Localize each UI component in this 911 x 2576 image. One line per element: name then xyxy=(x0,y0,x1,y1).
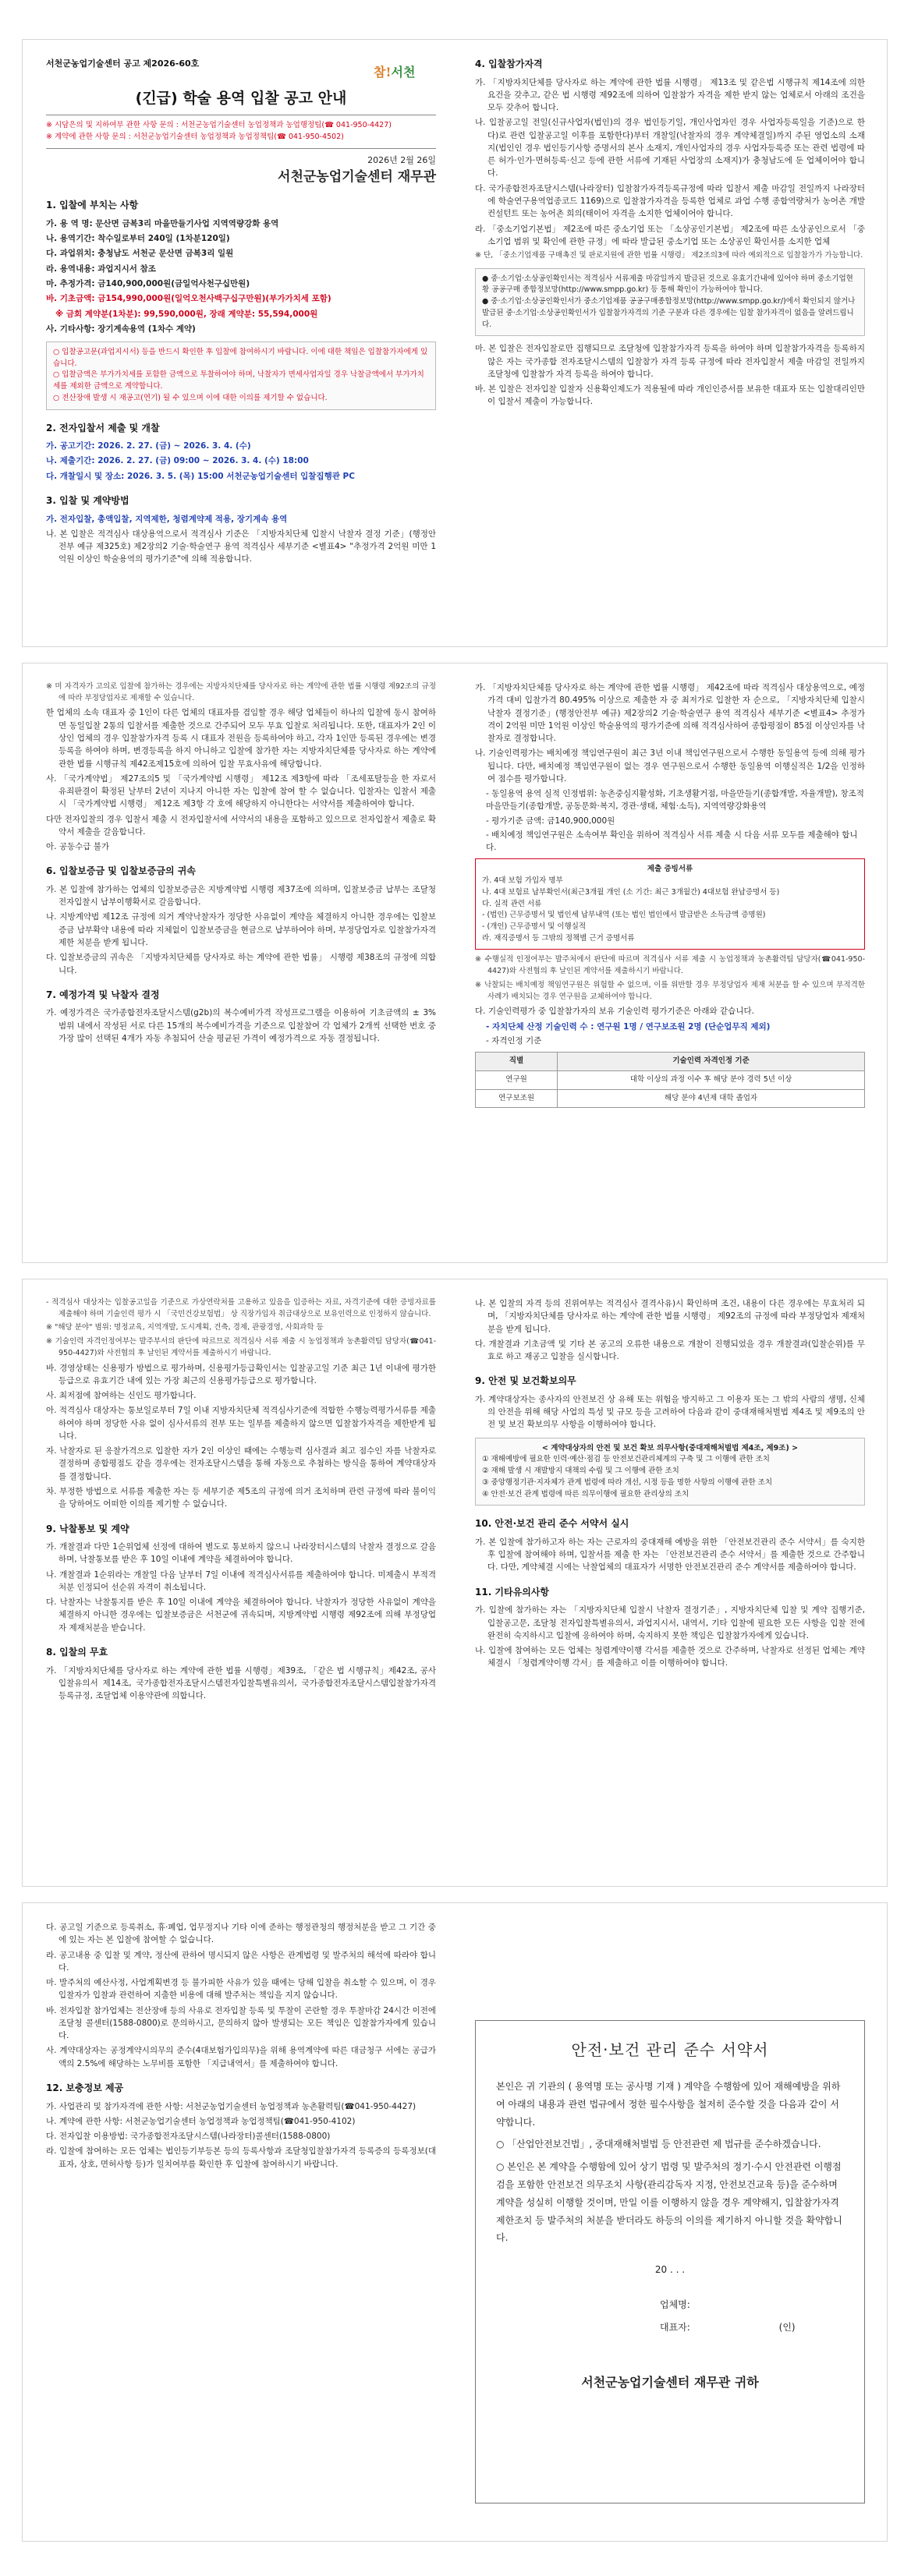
pledge-title: 안전·보건 관리 준수 서약서 xyxy=(571,2040,769,2059)
sec6-item: 가. 본 입찰에 참가하는 업체의 입찰보증금은 지방계약법 시행령 제37조에 의하며, 입찰보증금 납부는 조달청 전자입찰시 납부이행확서로 갈음합니다. xyxy=(46,884,436,908)
sec10-title: 10. 안전·보건 관리 준수 서약서 실시 xyxy=(475,1518,629,1530)
sec12-item: 다. 전자입찰 이용방법: 국가종합전자조달시스템(나라장터)콜센터(1588-0800) xyxy=(46,2132,331,2142)
sec4-item: 다. 국가종합전자조달시스템(나라장터) 입찰참가자격등록규정에 따라 입찰서 제출 마감일 전일까지 나라장터에 학술연구용역업종코드 1169)으로 입찰참가자격을 등록한 업체로 과업 수행 종합역량처가 농어촌 개발 컨설턴트 또는 농어촌 희의(태이어 자격을 소지한 업체이어야 합니다. xyxy=(475,183,865,219)
sec5-item: 다. 기술인력평가 중 입찰참가자의 보유 기술인력 평가기준은 아래와 같습니다. xyxy=(475,1007,754,1017)
evidence-line: - (개인) 근무증명서 및 이행실적 xyxy=(482,922,587,932)
table-cell: 연구보조원 xyxy=(476,1089,558,1108)
sec12-title: 12. 보충정보 제공 xyxy=(46,2082,124,2093)
page-4 xyxy=(22,1902,888,2542)
sec9-title: 9. 낙찰통보 및 계약 xyxy=(46,1523,129,1534)
safety-duty-line: ③ 중앙행정기관·지자체가 관계 법령에 따라 개선, 시정 등을 명한 사항의 이행에 관한 조치 xyxy=(482,1477,772,1487)
announce-date: 2026년 2월 26일 xyxy=(367,154,436,165)
sec7b-item: 아. 적격심사 대상자는 통보일로부터 7일 이내 지방자치단체 적격심사기준에 적합한 수행능력평가서류를 제출하여야 하며 정당한 사유 없이 심사서류의 전부 또는 일부를 제출하지 않으면 입찰참가자격을 제한받게 됩니다. xyxy=(46,1406,436,1441)
sec2-title: 2. 전자입찰서 제출 및 개찰 xyxy=(46,422,160,433)
sec9r-item: 가. 계약대상자는 종사자의 안전보건 상 유해 또는 위험을 방지하고 그 이용자 또는 그 밖의 사람의 생명, 신체의 안전을 위해 해당 사업의 특성 및 규모 등을 고려하여 다음과 같이 중대재해처벌법 제4조 및 제9조의 안전 및 보건 확보의무 사항을 이행하여야 합니다. xyxy=(475,1394,865,1430)
sec9-item: 다. 낙찰자는 낙찰통지를 받은 후 10일 이내에 계약을 체결하여야 합니다. 낙찰자가 정당한 사유없이 계약을 체결하지 아니한 경우에는 입찰보증금은 서천군에 귀속되며, 지방계약법 시행령 제92조에 의해 부정당업자 제재처분을 받습니다. xyxy=(46,1598,436,1633)
sec1-notice-box xyxy=(46,341,436,410)
contact-notice-1: ※ 시담은의 및 지하여부 관한 사항 문의 : 서천군농업기술센터 농업정책과 농업행정팀(☎ 041-950-4427) xyxy=(46,121,392,130)
sec4-note: ※ 단, 「중소기업제품 구매촉진 및 판로지원에 관한 법률 시행령」 제2조의3에 따라 예외적으로 입찰참가가 가능합니다. xyxy=(475,251,863,260)
sec3-title: 3. 입찰 및 계약방법 xyxy=(46,495,129,507)
evidence-line: - (법인) 근무증명서 및 법인세 납부내역 (또는 법인 법인에서 발급받은 소득금액 증명원) xyxy=(482,911,766,920)
rep-label: 대표자: xyxy=(660,2321,690,2333)
sec2-item: 다. 개찰일시 및 장소: 2026. 3. 5. (목) 15:00 서천군농업기술센터 입찰집행관 PC xyxy=(46,471,355,481)
sec7b-item: 차. 부정한 방법으로 서류를 제출한 자는 등 세부기준 제5조의 규정에 의거 조치하며 관련 규정에 따라 불이익을 당하여도 어떠한 이의를 제기할 수 없습니다. xyxy=(46,1486,436,1509)
sec4-item: 나. 입찰공고일 전일(신규사업자(법인)의 경우 법인등기일, 개인사업자인 경우 사업자등록일을 기준)으로 한다)로 관련 입찰공고일 이후를 포함한다)부터 개찰일(낙찰자의 경우 계약체결일)까지 주된 영업소의 소재지(법인인 경우 법인등기사항 증명서의 본사 소재지, 개인사업자의 경우 사업자등록증 또는 관련 법령에 따른 허가·인가·면허등록·신고 등에 관한 서류에 기재된 사업장의 소재지)가 충청남도에 둔 업체이어야 합니다. xyxy=(475,118,865,179)
sec5-sub: - 자치단체 산정 기술인력 수 : 연구원 1명 / 연구보조원 2명 (단순업무직 제외) xyxy=(486,1021,771,1031)
sec5b-item: 다만 전자입찰의 경우 입찰서 제출 시 전자입찰서에 서약서의 내용을 포함하고 있으므로 전자입찰서 제출로 확약서 제출을 갈음합니다. xyxy=(46,814,436,837)
sec7b-item: - 적격심사 대상자는 입찰공고일을 기준으로 가상연락처를 고용하고 있음을 입증하는 자료, 자격기준에 대한 증빙자료를 제출해야 하며 기술인력 평가 시 「국민건강보험법」 상 직장가입자 취급대상으로 보유인력으로 인정하지 않습니다. xyxy=(46,1298,436,1318)
sec6-title: 6. 입찰보증금 및 입찰보증금의 귀속 xyxy=(46,865,196,877)
pledge-rep-row xyxy=(496,2319,844,2337)
sec5-note: ※ 낙찰되는 배치예정 책임연구원은 위험할 수 없으며, 이를 위반할 경우 부정당업자 제재 처분을 할 수 있으며 부적격한 사례가 배치되는 경우 연구원을 교체하여야 합니다. xyxy=(475,980,865,1001)
evidence-docs-box xyxy=(475,858,865,950)
pledge-footer: 서천군농업기술센터 재무관 귀하 xyxy=(581,2374,759,2390)
sec5-sub: - 평가기준 금액: 금140,900,000원 xyxy=(486,816,615,826)
sec1-item: 나. 용역기간: 착수일로부터 240일 (1차분120일) xyxy=(46,234,230,244)
evidence-docs-title: 제출 증빙서류 xyxy=(647,865,693,874)
sec5-sub: - 자격인정 기준 xyxy=(486,1035,542,1046)
safety-duty-line: ② 재해 발생 시 재발방지 대책의 수립 및 그 이행에 관한 조치 xyxy=(482,1467,679,1476)
sec5-item: 나. 기술인력평가는 배치예정 책임연구원이 최근 3년 이내 책임연구원으로서 수행한 동일용역 등에 의해 평가됩니다. 다만, 배치예정 책임연구원이 없는 경우 연구원으로서 수행한 동일용역 이행실적은 1/2을 인정하여 점수를 평가합니다. xyxy=(475,748,865,784)
sec11b-item: 라. 공고내용 중 입찰 및 계약, 정산에 관하여 명시되지 않은 사항은 관계법령 및 발주처의 해석에 따라야 합니다. xyxy=(46,1950,436,1973)
pledge-paragraph: ○ 「산업안전보건법」, 중대재해처벌법 등 안전관련 제 법규를 준수하겠습니다. xyxy=(496,2139,821,2150)
sec4-item: 바. 본 입찰은 전자입찰 입찰자 신용확인제도가 적용될에 따라 개인인증서를 보유한 대표자 또는 입찰대리인만이 입찰서 제출이 가능합니다. xyxy=(475,384,865,407)
sec11-title: 11. 기타유의사항 xyxy=(475,1586,549,1598)
sec2-item: 나. 제출기간: 2026. 2. 27. (금) 09:00 ~ 2026. 3. 4. (수) 18:00 xyxy=(46,456,309,466)
table-row xyxy=(476,1070,865,1089)
sec7b-item: 바. 경영상태는 신용평가 방법으로 평가하며, 신용평가등급확인서는 입찰공고일 기준 최근 1년 이내에 평가한 등급으로 유효기간 내에 있는 가장 최근의 신용평가등급으로 평가합니다. xyxy=(46,1363,436,1385)
sec6-item: 나. 지방계약법 제12조 규정에 의거 계약낙찰자가 정당한 사유없이 계약을 체결하지 아니한 경우에는 입찰보증금 납부확약 내용에 따라 지체없이 입찰보증금을 현금으로 납부하여야 하며, 부정당업자로 입찰참가자격 제한 처분을 받게 됩니다. xyxy=(46,912,436,948)
sec1-item: 다. 과업위치: 충청남도 서천군 문산면 금복3리 일원 xyxy=(46,249,234,259)
box-line: ● 중·소기업·소상공인확인서는 적격심사 서류제출 마감일까지 발급된 것으로 유효기간내에 있어야 하며 중소기업현황 공공구매 종합정보망(http://www.smpp.go.kr) 등 통해 확인이 가능하여야 합니다. xyxy=(482,274,853,295)
safety-duty-line: ④ 안전·보건 관계 법령에 따른 의무이행에 필요한 관리상의 조치 xyxy=(482,1489,689,1499)
sec9r-title: 9. 안전 및 보건확보의무 xyxy=(475,1375,576,1387)
sec4-item: 라. 「중소기업기본법」 제2조에 따른 중소기업 또는 「소상공인기본법」 제2조에 따른 소상공인으로서 「중소기업 범위 및 확인에 관한 규정」에 따라 발급된 중소기업 또는 소상공인 확인서를 소지한 업체 xyxy=(475,224,865,246)
table-cell: 연구원 xyxy=(476,1070,558,1089)
sec5b-item: 아. 공동수급 불가 xyxy=(46,842,110,852)
evidence-line: 라. 재직증명서 등 그밖의 정책별 근거 증명서류 xyxy=(482,933,635,943)
sec4-title: 4. 입찰참가자격 xyxy=(475,58,543,69)
safety-duty-box xyxy=(475,1438,865,1506)
sec11b-item: 사. 계약대상자는 공정계약시의무의 준수(4대보험가입의무)을 위해 용역계약에 따른 대금청구 서에는 공급가액의 2.5%에 해당하는 노무비를 포함한 「지급내역서」를 제출하여야 합니다. xyxy=(46,2046,436,2068)
box-line: ○ 입찰공고문(과업지시서) 등을 반드시 확인한 후 입찰에 참여하시기 바랍니다. 이에 대한 책임은 입찰참가자에게 있습니다. xyxy=(53,348,428,368)
sec7b-item: ※ 기술인력 자격인정여부는 발주부서의 판단에 따르므로 적격심사 서류 제출 시 농업정책과 농촌활력팀 담당자(☎041-950-4427)와 사전협의 후 날인된 계약서를 제출하시기 바랍니다. xyxy=(46,1337,436,1357)
sec5-note: ※ 수행실적 인정여부는 발주처에서 판단에 따르며 적격심사 서류 제출 시 농업정책과 농촌활력팀 담당자(☎041-950-4427)와 사전협의 후 날인된 계약서를 제출하시기 바랍니다. xyxy=(475,955,865,976)
sec5-sub: - 배치예정 책임연구원은 소속여부 확인을 위하여 적격심사 서류 제출 시 다음 서류 모두를 제출해야 합니다. xyxy=(486,830,858,853)
sec7b-item: 사. 최저점에 참여하는 신인도 평가합니다. xyxy=(46,1391,197,1401)
sec7-title: 7. 예정가격 및 낙찰자 결정 xyxy=(46,989,160,1000)
sec1-item: 바. 기초금액: 금154,990,000원(일억오천사백구십구만원)(부가가치세 포함) xyxy=(46,294,331,304)
sec7b-item: ※ "해당 분야" 범위: 명정교육, 지역개발, 도시계획, 건축, 경제, 관광경영, 사회과학 등 xyxy=(46,1323,324,1332)
sec1-item: ※ 금회 계약분(1차분): 99,590,000원, 장래 계약분: 55,594,000원 xyxy=(55,309,318,319)
page-title: (긴급) 학술 용역 입찰 공고 안내 xyxy=(135,90,347,108)
sec12-item: 나. 계약에 관한 사항: 서천군농업기술센터 농업정책과 농업정책팀(☎041-950-4102) xyxy=(46,2116,356,2126)
qualification-table xyxy=(475,1052,865,1108)
sec7-item: 가. 예정가격은 국가종합전자조달시스템(g2b)의 복수예비가격 작성프로그램을 이용하여 기초금액의 ± 3% 범위 내에서 작성된 서로 다른 15개의 복수예비가격을 기준으로 입찰참여 각 업체가 2개씩 선택한 번호 중 가장 많이 선택된 4개가 자동 추첨되어 산술 평균된 가격이 예정가격으로 자동 결정됩니다. xyxy=(46,1008,436,1043)
sec1-item: 라. 용역내용: 과업지시서 참조 xyxy=(46,264,156,274)
sec12-item: 가. 사업관리 및 참가자격에 관한 사항: 서천군농업기술센터 농업정책과 농촌활력팀(☎041-950-4427) xyxy=(46,2101,417,2111)
safety-duty-title: < 계약대상자의 안전 및 보건 확보 의무사항(중대재해처벌법 제4조, 제9조) > xyxy=(541,1443,799,1453)
table-header: 기술인력 자격인정 기준 xyxy=(558,1053,865,1071)
sec1-title: 1. 입찰에 부치는 사항 xyxy=(46,200,139,211)
sec5b-item: ※ 미 자격자가 고의로 입찰에 참가하는 경우에는 지방자치단체를 당사자로 하는 계약에 관한 법률 시행령 제92조의 규정에 따라 부정당업자로 제재할 수 있습니다. xyxy=(46,682,436,702)
sec9-item: 가. 개찰결과 다만 1순위업체 선정에 대하여 별도로 통보하지 않으니 나라장터시스템의 낙찰자 결정으로 갈음하며, 낙찰통보를 받은 후 10일 이내에 계약을 체결하여야 합니다. xyxy=(46,1542,436,1565)
table-cell: 대학 이상의 과정 이수 후 해당 분야 경력 5년 이상 xyxy=(558,1070,865,1089)
sec11-item: 가. 입찰에 참가하는 자는 「지방자치단체 입찰시 낙찰자 결정기준」, 지방자치단체 입찰 및 계약 집행기준, 입찰공고문, 조달청 전자입찰특별유의서, 과업지시서, 내역서, 기타 입찰에 필요한 모든 사항을 입찰 전에 완전히 숙지하시고 입찰에 응하여야 하며, 숙지하지 못한 책임은 입찰참가자에게 있습니다. xyxy=(475,1605,865,1640)
pledge-paragraph: 본인은 귀 기관의 ( 용역명 또는 공사명 기재 ) 계약을 수행함에 있어 재해예방을 위하여 아래의 내용과 관련 법규에서 정한 필수사항을 철저히 준수할 것을 다음과 같이 서약합니다. xyxy=(496,2081,841,2128)
table-cell: 해당 분야 4년제 대학 졸업자 xyxy=(558,1089,865,1108)
sec1-item: 마. 추정가격: 금140,900,000원(금일억사천구십만원) xyxy=(46,278,250,288)
sec7b-item: 자. 낙찰자로 된 응찰가격으로 입찰한 자가 2인 이상인 때에는 수행능력 심사결과 최고 점수인 자를 낙찰자로 결정하며 종합평점도 같을 경우에는 전자조달시스템을 통해 자동으로 추첨하는 방식을 통하여 계약대상자를 결정합니다. xyxy=(46,1446,436,1481)
sec1-item: 사. 기타사항: 장기계속용역 (1차수 계약) xyxy=(46,324,196,334)
notice-divider xyxy=(46,148,436,149)
page-1 xyxy=(22,39,888,647)
box-line: ● 중·소기업·소상공인확인서가 중소기업제품 공공구매종합정보망(http://www.smpp.go.kr/)에서 확인되지 않거나 발급된 중·소기업·소상공인확인서가 입찰참가자격의 기준 구분과 다른 경우에는 입찰 참가자격이 없음을 알려드립니다. xyxy=(482,297,856,329)
agency-name: 서천군농업기술센터 재무관 xyxy=(278,168,436,185)
box-line: ○ 입찰금액은 부가가치세를 포함한 금액으로 투찰하여야 하며, 낙찰자가 면세사업자일 경우 낙찰금액에서 부가가치세를 제외한 금액으로 계약합니다. xyxy=(53,370,424,391)
sec8-item: 가. 「지방자치단체를 당사자로 하는 계약에 관한 법률 시행령」제39조, 「같은 법 시행규칙」제42조, 공사입찰유의서 제14조, 국가종합전자조달시스템전자입찰특별유의서, 국가종합전자조달시스템입찰참가자격등록규정, 조달업체 이용약관에 의합니다. xyxy=(46,1665,436,1701)
sec4-item: 가. 「지방자치단체를 당사자로 하는 계약에 관한 법률 시행령」 제13조 및 같은법 시행규칙 제14조에 의한 요건을 갖추고, 같은 법 시행령 제92조에 의하여 입찰참가 자격을 제한 받지 않는 업체로서 아래의 조건을 모두 갖추어 합니다. xyxy=(475,77,865,113)
sec4-item: 마. 본 입찰은 전자입찰로만 집행되므로 조달청에 입찰참가자격 등록을 하여야 하며 입찰참가자격을 등록하지 않은 자는 국가종합 전자조달시스템의 입찰참가 자격 등록 규정에 따라 전자입찰서 제출 마감일 전일까지 조달청에 입찰참가 자격 등록을 하여야 합니다. xyxy=(475,344,865,379)
sec11b-item: 마. 발주처의 예산사정, 사업계획변경 등 불가피한 사유가 있을 때에는 당해 입찰을 취소할 수 있으며, 이 경우 입찰자가 입찰과 관련하여 지출한 비용에 대해 발주처는 책임을 지지 않습니다. xyxy=(46,1978,436,2001)
sec3-item: 나. 본 입찰은 적격심사 대상용역으로서 적격심사 기준은 「지방자치단체 입찰시 낙찰자 결정 기준」(행정안전부 예규 제325호) 제2장의2 기술·학술연구 용역 적격심사 세부기준 <별표4> "추정가격 2억원 미만 1억원 이상인 학술용역의 평가기준"에 의해 적용합니다. xyxy=(46,529,436,564)
sec5-sub: - 동일용역 용역 실적 인정범위: 농촌중심지활성화, 기초생활거점, 마을만들기(종합개발, 자율개발), 창조적마을만들기(종합개발, 공동문화·복지, 경관·생태, 체험·소득), 지역역량강화용역 xyxy=(486,789,864,812)
company-label: 업체명: xyxy=(660,2298,690,2310)
sec4-notice-box xyxy=(475,268,865,337)
sec5-item: 가. 「지방자치단체를 당사자로 하는 계약에 관한 법률 시행령」 제42조에 따라 적격심사 대상용역으로, 예정가격 대비 입찰가격 80.495% 이상으로 제출한 자 중 최저가로 입찰한 자 순으로, 「지방자치단체 입찰시 낙찰자 결정기준」(행정안전부 예규) 제2장의2 기술·학술연구 용역 적격심사 세부기준 <별표4> 추정가격이 2억원 미만 1억원 이상인 학술용역의 평가기준에 의해 적격심사하여 종합평점이 85점 이상인자를 낙찰자로 결정합니다. xyxy=(475,683,865,744)
safety-pledge-form xyxy=(475,2020,865,2503)
page-3 xyxy=(22,1279,888,1887)
pledge-company-row xyxy=(496,2296,844,2314)
sec5b-item: 사. 「국가계약법」 제27조의5 및 「국가계약법 시행령」 제12조 제3항에 따라 「조세포탈등을 한 자로서 유죄판결이 확정된 날부터 2년이 지나지 아니한 자는 입찰에 참여 할 수 없습니다. 입찰자는 입찰서 제출 시 「국가계약법 시행령」 제12조 제3항 각 호에 해당하지 아니한다는 서약서를 제출하여야 합니다. xyxy=(46,773,436,809)
sec8-title: 8. 입찰의 무효 xyxy=(46,1646,108,1658)
sec11b-item: 다. 공고일 기준으로 등록취소, 휴·폐업, 업무정지나 기타 이에 준하는 행정관청의 행정처분을 받고 그 기간 중에 있는 자는 본 입찰에 참여할 수 없습니다. xyxy=(46,1923,436,1945)
evidence-line: 다. 실적 관련 서류 xyxy=(482,899,542,908)
sec8b-item: 나. 본 입찰의 자격 등의 진위여부는 적격심사 결격사유)시 확인하며 조건, 내용이 다른 경우에는 무효처리 되며, 「지방자치단체를 당사자로 하는 계약에 관한 법률 시행령」 제92조의 규정에 따라 부정당업자 제재처분을 받게 됩니다. xyxy=(475,1299,865,1334)
sec10-item: 가. 본 입찰에 참가하고자 하는 자는 근로자의 중대재해 예방을 위한 「안전보건관리 준수 서약서」를 숙지한 후 입찰에 참여해야 하며, 입찰서를 제출 한 자는 「안전보건관리 준수 서약서」를 제출한 것으로 간주합니다. 다만, 계약체결 시에는 낙찰업체의 대표자가 서명한 안전보건관리 준수 계약서를 제출하여야 합니다. xyxy=(475,1537,865,1573)
sec1-item: 가. 용 역 명: 문산면 금복3리 마을만들기사업 지역역량강화 용역 xyxy=(46,218,279,228)
pledge-date: 20 . . . xyxy=(654,2264,686,2276)
pledge-paragraph: ○ 본인은 본 계약을 수행함에 있어 상기 법령 및 발주처의 정기·수시 안전관련 이행점검을 포함한 안전보건 의무조치 사항(관리감독자 지정, 안전보건교육 등)을 준수하며 계약을 성실히 이행할 것이며, 만일 이를 이행하지 않을 경우 계약해지, 입찰참가자격 제한조치 등 발주처의 처분을 받더라도 하등의 이의를 제기하지 아니할 것을 확약합니다. xyxy=(496,2161,842,2244)
table-header: 직별 xyxy=(476,1053,558,1071)
table-row xyxy=(476,1089,865,1108)
doc-number: 서천군농업기술센터 공고 제2026-60호 xyxy=(46,58,200,69)
sec6-item: 다. 입찰보증금의 귀속은 「지방자치단체를 당사자로 하는 계약에 관한 법률」 시행령 제38조의 규정에 의합니다. xyxy=(46,953,436,975)
sec11-item: 나. 입찰에 참여하는 모든 업체는 청렴계약이행 각서를 제출한 것으로 간주하며, 낙찰자로 선정된 업체는 계약체결시 「청렴계약이행 각서」를 제출하고 이를 이행하여야 합니다. xyxy=(475,1646,865,1668)
sec2-item: 가. 공고기간: 2026. 2. 27. (금) ~ 2026. 3. 4. (수) xyxy=(46,441,251,451)
sec12-item: 라. 입찰에 참여하는 모든 업체는 법인등기부등본 등의 등록사항과 조달청입찰참가자격 등록증의 등록정보(대표자, 상호, 면허사항 등)가 일치여부를 확인한 후 입찰에 참여하시기 바랍니다. xyxy=(46,2146,436,2169)
contact-notice-2: ※ 계약에 관한 사항 문의 : 서천군농업기술센터 농업정책과 농업정책팀(☎ 041-950-4502) xyxy=(46,133,344,142)
evidence-line: 가. 4대 보험 가입자 명부 xyxy=(482,876,563,886)
page-2 xyxy=(22,663,888,1263)
safety-duty-line: ① 재해예방에 필요한 인력·예산·점검 등 안전보건관리체계의 구축 및 그 이행에 관한 조치 xyxy=(482,1455,770,1464)
box-line: ○ 전산장애 발생 시 재공고(연기) 될 수 있으며 이에 대한 이의를 제기할 수 없습니다. xyxy=(53,393,328,402)
sec3-item: 가. 전자입찰, 총액입찰, 지역제한, 청렴계약제 적용, 장기계속 용역 xyxy=(46,514,288,524)
sec9-item: 나. 개찰결과 1순위라는 개찰일 다음 날부터 7일 이내에 적격심사서류를 제출하여야 합니다. 미제출시 부적격처분 인정되어 선순위 자격이 취소됩니다. xyxy=(46,1569,436,1592)
sec8b-item: 다. 개찰결과 기초금액 및 기타 본 공고의 오류한 내용으로 개찰이 진행되었을 경우 개찰결과(입찰순위)를 무효로 하고 재공고 입찰을 실시합니다. xyxy=(475,1339,865,1362)
seal-mark: (인) xyxy=(778,2321,796,2333)
logo: 참!서천 xyxy=(374,65,416,80)
evidence-line: 나. 4대 보험료 납부확인서(최근3개월 개인 (소 기간: 최근 3개월간) 4대보험 완납증명서 등) xyxy=(482,887,780,897)
sec11b-item: 바. 전자입찰 참가업체는 전산장애 등의 사유로 전자입찰 등록 및 투찰이 곤란할 경우 투찰마감 24시간 이전에 조달청 콜센터(1588-0800)로 문의하시고, 문의하지 않아 발생되는 모든 책임은 입찰참가자에게 있습니다. xyxy=(46,2005,436,2041)
sec5b-item: 한 업체의 소속 대표자 중 1인이 다른 업체의 대표자를 겸임할 경우 해당 업체들이 하나의 입찰에 동시 참여하면 동일입찰 2통의 입찰서를 제출한 것으로 간주되어 모두 무효 입찰로 처리됩니다. 또한, 대표자가 2인 이상인 업체의 경우 입찰참가자격 등록 시 대표자 전원을 등록하여야 하고, 각자 1인만 등록된 경우에는 변경등록을 하여야 하며, 변경등록을 하지 아니하고 입찰에 참가한 자는 지방자치단체를 당사자로 하는 계약에 관한 법률 시행규칙 제42조제15호에 의하여 입찰 무효사유에 해당합니다. xyxy=(46,708,436,769)
